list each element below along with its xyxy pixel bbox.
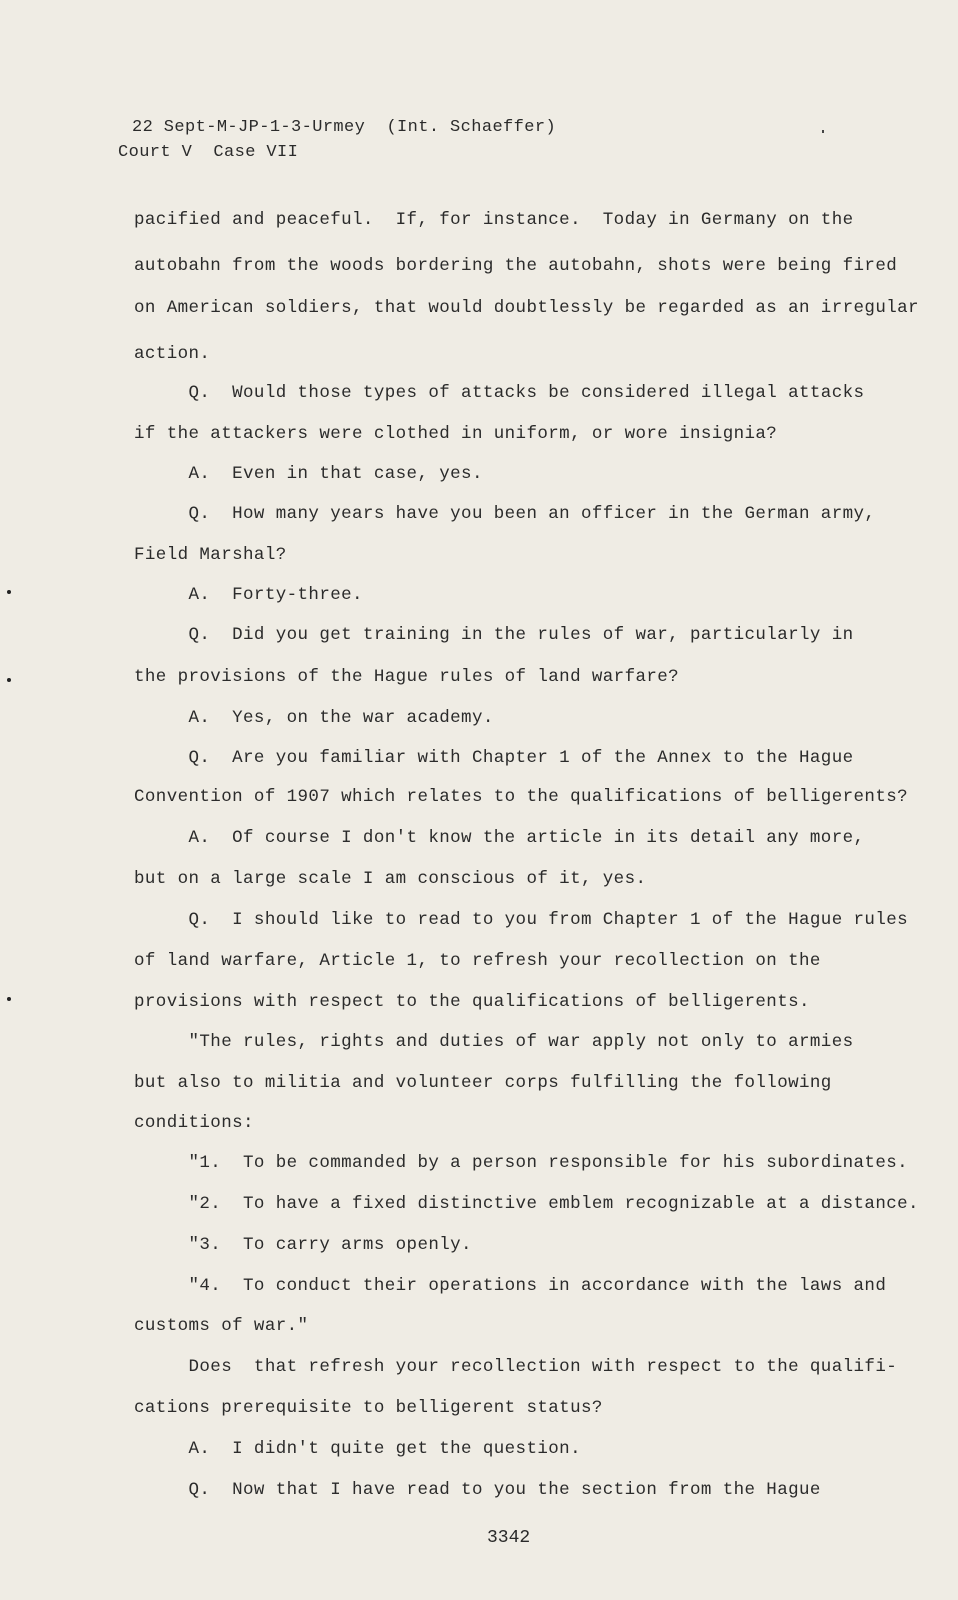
body-line: action. bbox=[134, 344, 211, 364]
body-line: Q. Did you get training in the rules of war, particularly in bbox=[134, 625, 854, 645]
body-line: A. Even in that case, yes. bbox=[134, 464, 483, 484]
body-line: on American soldiers, that would doubtlessly be regarded as an irregular bbox=[134, 298, 919, 318]
body-line: but also to militia and volunteer corps fulfilling the following bbox=[134, 1073, 832, 1093]
page-number: 3342 bbox=[487, 1528, 531, 1548]
body-line: customs of war." bbox=[134, 1316, 309, 1336]
body-line: A. I didn't quite get the question. bbox=[134, 1439, 581, 1459]
margin-mark bbox=[7, 678, 11, 682]
body-line: Q. I should like to read to you from Chapter 1 of the Hague rules bbox=[134, 910, 909, 930]
margin-mark bbox=[7, 590, 11, 594]
body-line: conditions: bbox=[134, 1113, 254, 1133]
body-line: "3. To carry arms openly. bbox=[134, 1235, 472, 1255]
body-line: the provisions of the Hague rules of land warfare? bbox=[134, 667, 680, 687]
body-line: "1. To be commanded by a person responsible for his subordinates. bbox=[134, 1153, 909, 1173]
body-line: Q. Would those types of attacks be considered illegal attacks bbox=[134, 383, 865, 403]
body-line: cations prerequisite to belligerent status? bbox=[134, 1398, 603, 1418]
header-line-2: Court V Case VII bbox=[118, 143, 299, 162]
header-line-1: 22 Sept-M-JP-1-3-Urmey (Int. Schaeffer) bbox=[132, 118, 557, 137]
body-line: A. Yes, on the war academy. bbox=[134, 708, 494, 728]
body-line: autobahn from the woods bordering the autobahn, shots were being fired bbox=[134, 256, 898, 276]
margin-mark bbox=[7, 997, 11, 1001]
body-line: "4. To conduct their operations in accordance with the laws and bbox=[134, 1276, 887, 1296]
body-line: Q. Are you familiar with Chapter 1 of the Annex to the Hague bbox=[134, 748, 854, 768]
body-line: "The rules, rights and duties of war apply not only to armies bbox=[134, 1032, 854, 1052]
body-line: of land warfare, Article 1, to refresh your recollection on the bbox=[134, 951, 821, 971]
body-line: A. Of course I don't know the article in its detail any more, bbox=[134, 828, 865, 848]
body-line: Q. Now that I have read to you the section from the Hague bbox=[134, 1480, 821, 1500]
body-line: Q. How many years have you been an officer in the German army, bbox=[134, 504, 876, 524]
body-line: Convention of 1907 which relates to the qualifications of belligerents? bbox=[134, 787, 909, 807]
body-line: Does that refresh your recollection with respect to the qualifi- bbox=[134, 1357, 898, 1377]
body-line: if the attackers were clothed in uniform, or wore insignia? bbox=[134, 424, 778, 444]
stray-mark bbox=[822, 130, 824, 133]
body-line: A. Forty-three. bbox=[134, 585, 363, 605]
body-line: pacified and peaceful. If, for instance. Today in Germany on the bbox=[134, 210, 854, 230]
body-line: but on a large scale I am conscious of it, yes. bbox=[134, 869, 647, 889]
body-line: provisions with respect to the qualifications of belligerents. bbox=[134, 992, 810, 1012]
body-line: Field Marshal? bbox=[134, 545, 287, 565]
body-line: "2. To have a fixed distinctive emblem recognizable at a distance. bbox=[134, 1194, 919, 1214]
